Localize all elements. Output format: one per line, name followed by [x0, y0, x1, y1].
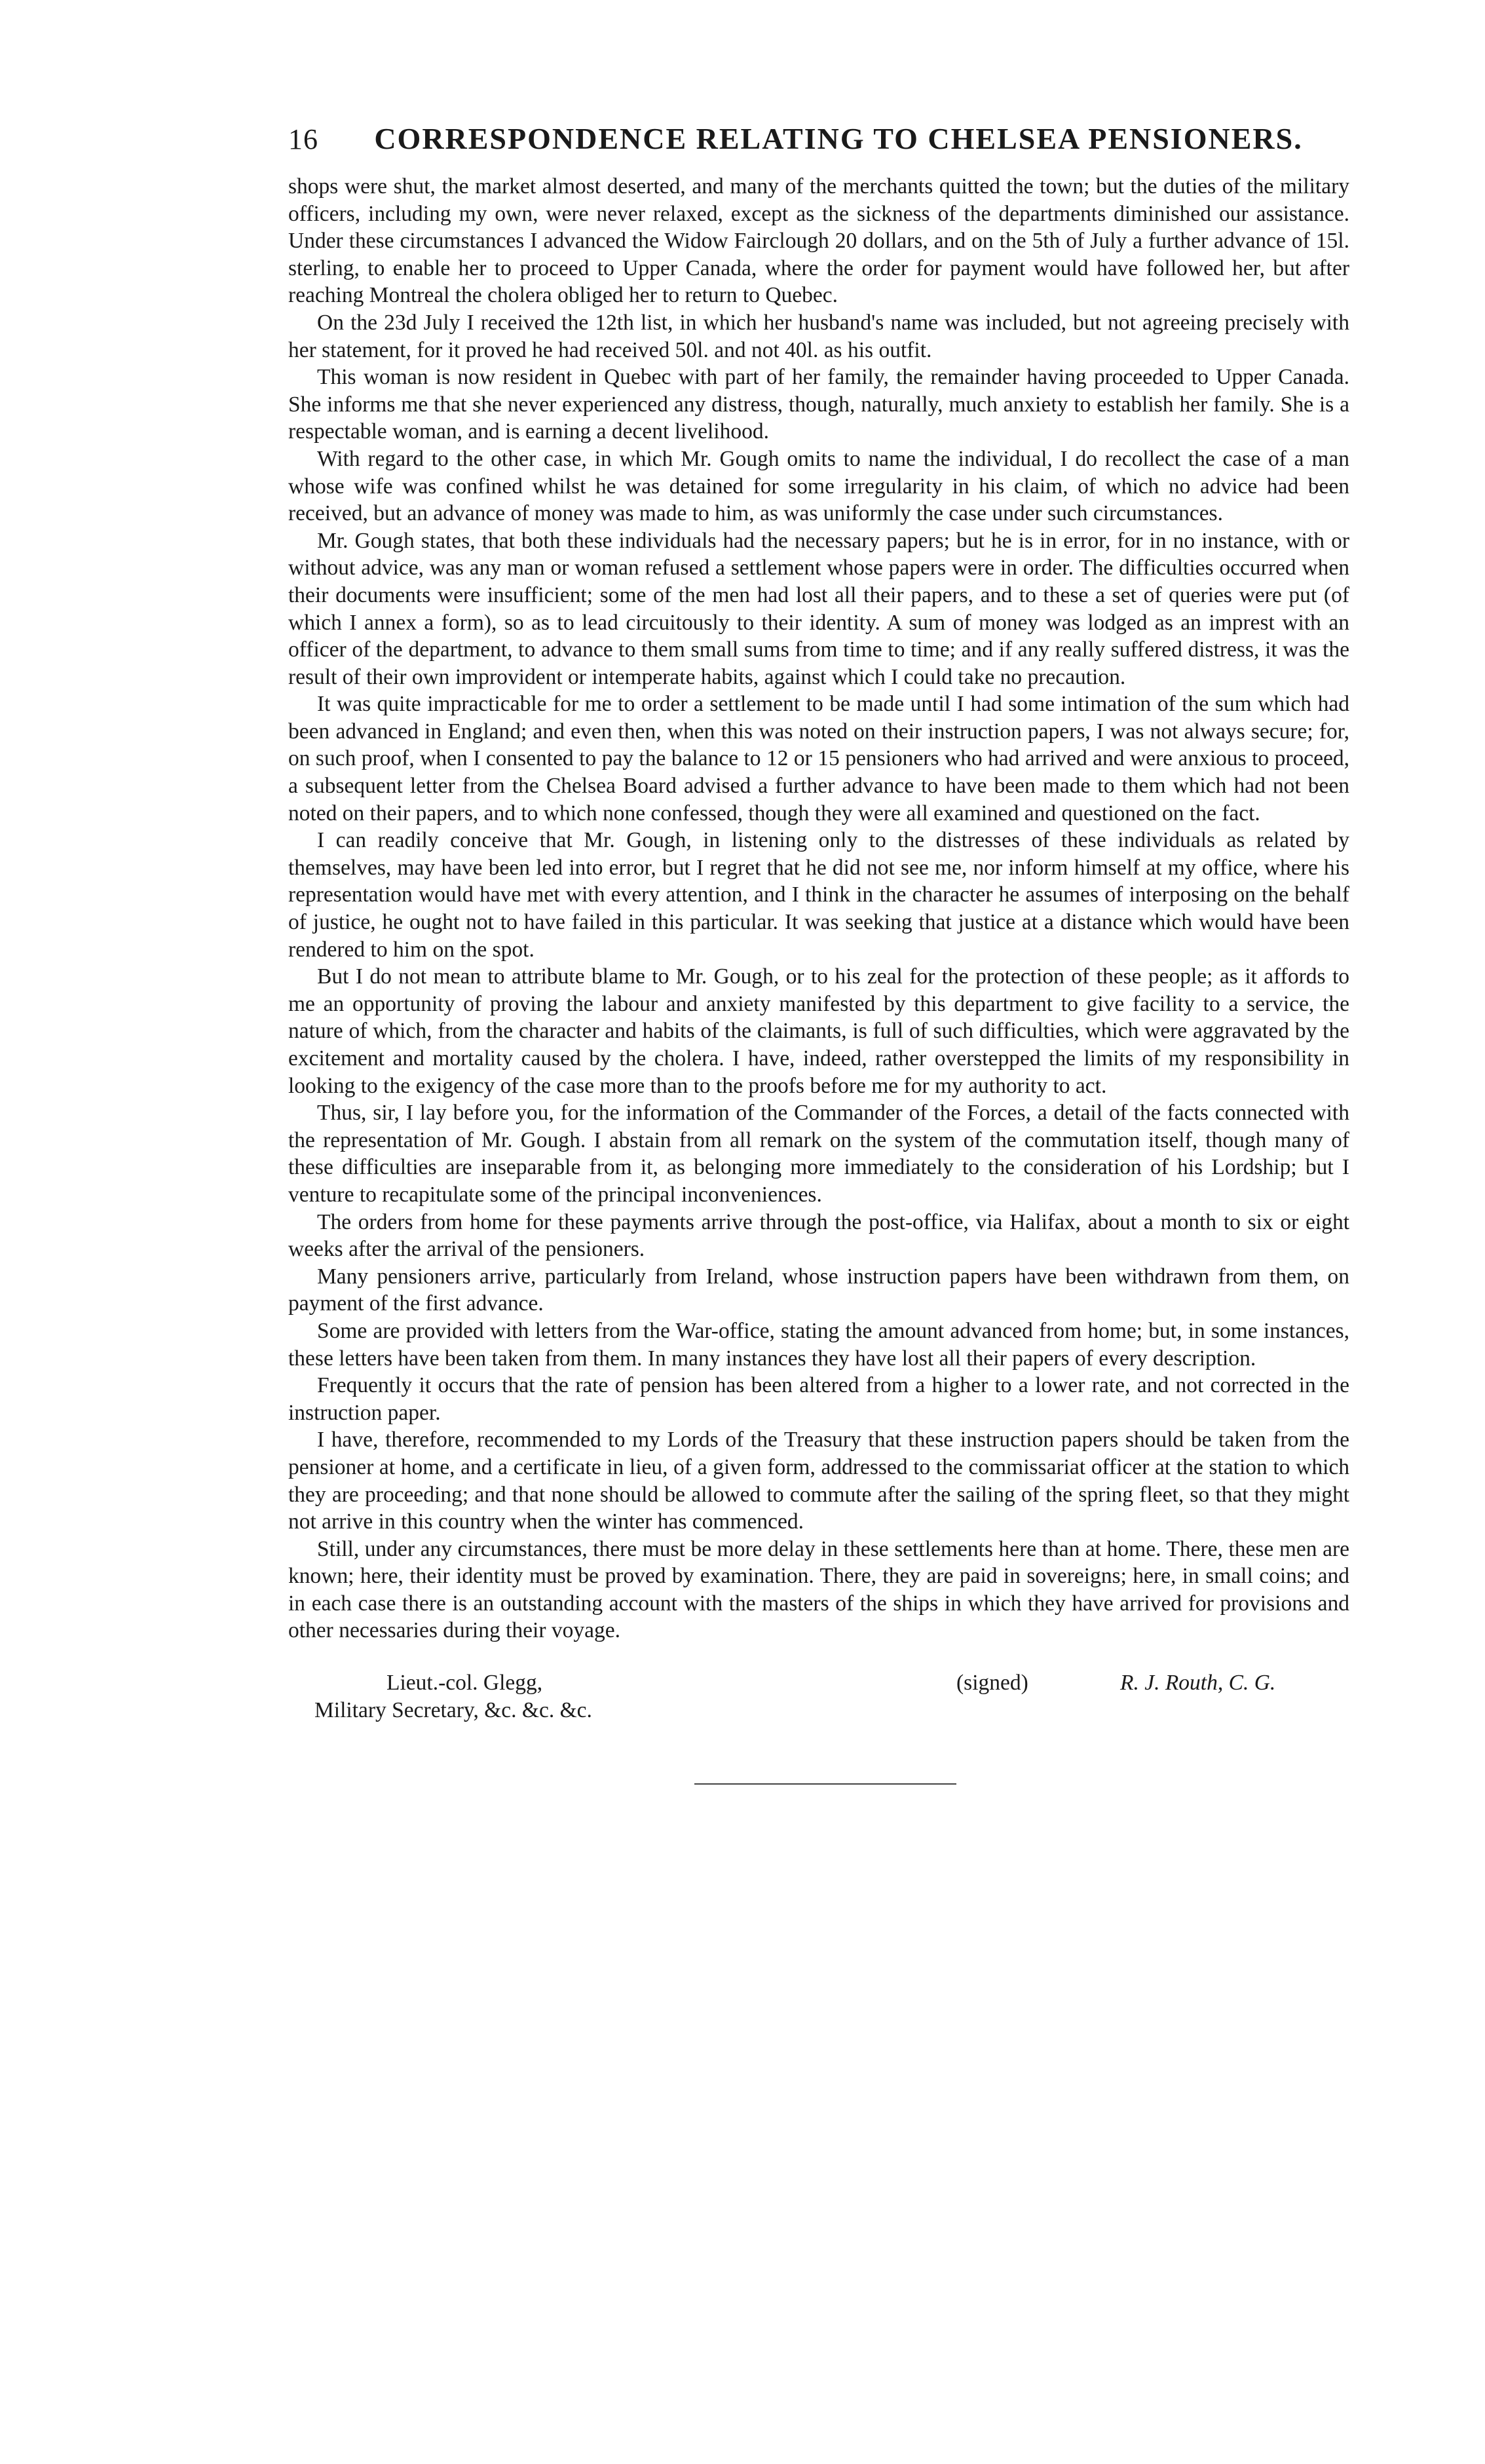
paragraph-4: With regard to the other case, in which Mr. Gough omits to name the individual, I do recollect the case of a man whose wife was confined whilst he was detained for some irregularity in his claim, of which no advice had been received, but an advance of money was made to him, as was uniformly the case under such circumstances. [288, 446, 1349, 526]
paragraph-14: I have, therefore, recommended to my Lords of the Treasury that these instruction papers should be taken from the pensioner at home, and a certificate in lieu, of a given form, addressed to the commissariat officer at the station to which they are proceeding; and that none should be allowed to commute after the sailing of the spring fleet, so that they might not arrive in this country when the winter has commenced. [288, 1428, 1349, 1534]
paragraph-9: Thus, sir, I lay before you, for the information of the Commander of the Forces, a detail of the facts connected with the representation of Mr. Gough. I abstain from all remark on the system of the commutation itself, though many of these difficulties are inseparable from it, as belonging more immediately to the consideration of his Lordship; but I venture to recapitulate some of the principal inconveniences. [288, 1101, 1349, 1207]
paragraph-12: Some are provided with letters from the War-office, stating the amount advanced from home; but, in some instances, these letters have been taken from them. In many instances they have lost all their papers of every description. [288, 1318, 1349, 1371]
addressee-title: Military Secretary, &c. &c. &c. [314, 1698, 592, 1723]
paragraph-15: Still, under any circumstances, there must be more delay in these settlements here than at home. There, these men are known; here, their identity must be proved by examination. There, they are paid in sovereigns; here, in small coins; and in each case there is an outstanding account with the masters of the ships in which they have arrived for provisions and other necessaries during their voyage. [288, 1536, 1349, 1643]
paragraph-6: It was quite impracticable for me to order a settlement to be made until I had some intimation of the sum which had been advanced in England; and even then, when this was noted on their instruction papers, I was not always secure; for, on such proof, when I consented to pay the balance to 12 or 15 pensioners who had arrived and were anxious to proceed, a subsequent letter from the Chelsea Board advised a further advance to have been made to them which had not been noted on their papers, and to which none confessed, though they were all examined and questioned on the fact. [288, 692, 1349, 825]
paragraph-2: On the 23d July I received the 12th list, in which her husband's name was included, but not agreeing precisely with her statement, for it proved he had received 50l. and not 40l. as his outfit. [288, 310, 1349, 362]
paragraph-7: I can readily conceive that Mr. Gough, in listening only to the distresses of these individuals as related by themselves, may have been led into error, but I regret that he did not see me, nor inform himself at my office, where his representation would have met with every attention, and I think in the character he assumes of interposing on the behalf of justice, he ought not to have failed in this particular. It was seeking that justice at a distance which would have been rendered to him on the spot. [288, 828, 1349, 962]
letter-body [288, 173, 1349, 1644]
addressee-name: Lieut.-col. Glegg, [386, 1671, 543, 1696]
signature-block [288, 1671, 1349, 1736]
paragraph-1: shops were shut, the market almost deserted, and many of the merchants quitted the town; but the duties of the military officers, including my own, were never relaxed, except as the sickness of the departments diminished our assistance. Under these circumstances I advanced the Widow Fairclough 20 dollars, and on the 5th of July a further advance of 15l. sterling, to enable her to proceed to Upper Canada, where the order for payment would have followed her, but after reaching Montreal the cholera obliged her to return to Quebec. [288, 174, 1349, 308]
paragraph-11: Many pensioners arrive, particularly from Ireland, whose instruction papers have been withdrawn from them, on payment of the first advance. [288, 1264, 1349, 1316]
paragraph-3: This woman is now resident in Quebec with part of her family, the remainder having proceeded to Upper Canada. She informs me that she never experienced any distress, though, naturally, much anxiety to establish her family. She is a respectable woman, and is earning a decent livelihood. [288, 365, 1349, 444]
running-header [288, 121, 1349, 156]
paragraph-8: But I do not mean to attribute blame to Mr. Gough, or to his zeal for the protection of these people; as it affords to me an opportunity of proving the labour and anxiety manifested by this department to give facility to a service, the nature of which, from the character and habits of the claimants, is full of such difficulties, which were aggravated by the excitement and mortality caused by the cholera. I have, indeed, rather overstepped the limits of my responsibility in looking to the exigency of the case more than to the proofs before me for my authority to act. [288, 964, 1349, 1098]
closing-rule [694, 1783, 956, 1785]
paragraph-13: Frequently it occurs that the rate of pension has been altered from a higher to a lower rate, and not corrected in the instruction paper. [288, 1373, 1349, 1425]
paragraph-5: Mr. Gough states, that both these individuals had the necessary papers; but he is in error, for in no instance, with or without advice, was any man or woman refused a settlement whose papers were in order. The difficulties occurred when their documents were insufficient; some of the men had lost all their papers, and to these a set of queries were put (of which I annex a form), so as to lead circuitously to their identity. A sum of money was lodged as an imprest with an officer of the department, to advance to them small sums from time to time; and if any really suffered distress, it was the result of their own improvident or intemperate habits, against which I could take no precaution. [288, 528, 1349, 689]
document-page [288, 121, 1349, 1736]
page-number: 16 [288, 123, 318, 155]
signer-name: R. J. Routh, C. G. [1120, 1671, 1276, 1696]
running-title: CORRESPONDENCE RELATING TO CHELSEA PENSIONERS. [374, 122, 1303, 155]
paragraph-10: The orders from home for these payments arrive through the post-office, via Halifax, about a month to six or eight weeks after the arrival of the pensioners. [288, 1209, 1349, 1262]
signed-note: (signed) [956, 1671, 1028, 1696]
